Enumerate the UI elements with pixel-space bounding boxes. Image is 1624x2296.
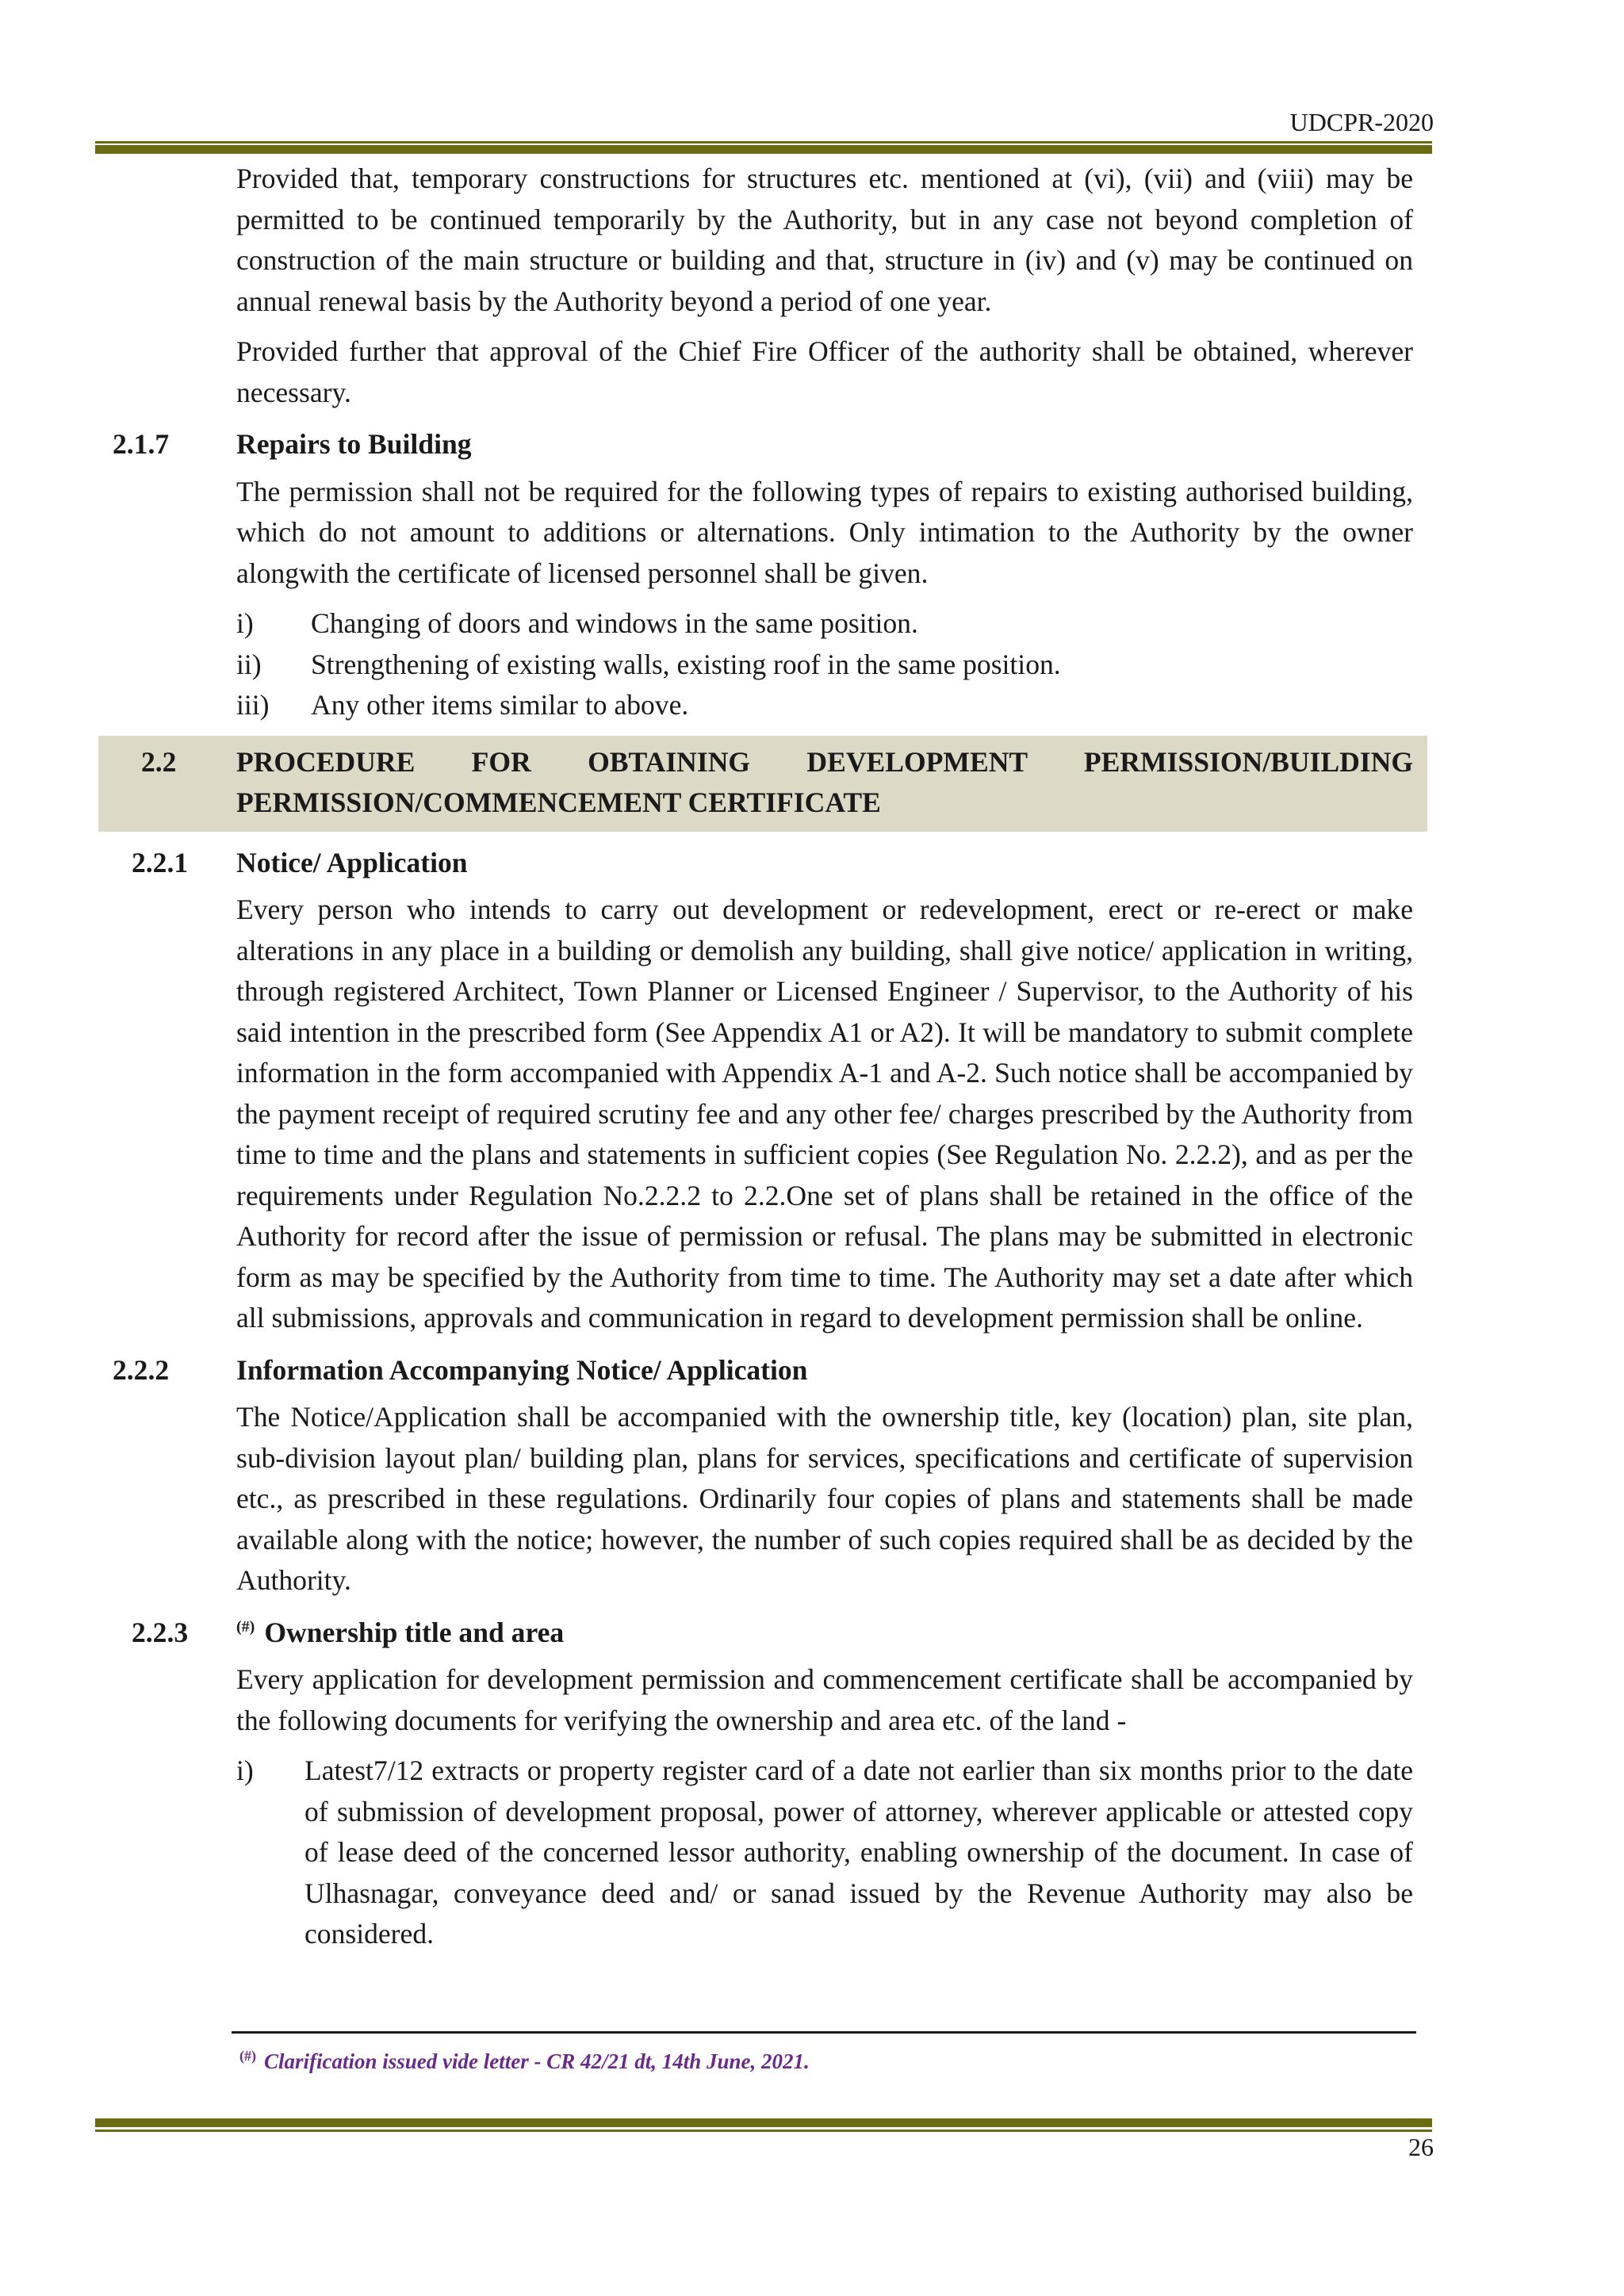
section-number: 2.2.2 (113, 1353, 170, 1386)
intro-paragraph: Provided that, temporary constructions for structures etc. mentioned at (vi), (vii) and (viii) may be permitted to be continued temporarily by the Authority, but in any case not beyond completion of construction of the main structure or building and that, structure in (iv) and (v) may be continued on annual renewal basis by the Authority beyond a period of one year. (236, 163, 1413, 317)
footer-rule-thin (95, 2130, 1432, 2132)
footer-rule-thick (95, 2118, 1432, 2127)
section-body: The Notice/Application shall be accompanied with the ownership title, key (location) plan, site plan, sub-division layout plan/ building plan, plans for services, specifications and certificate of supervision etc., as prescribed in these regulations. Ordinarily four copies of plans and statements shall be made available along with the notice; however, the number of such copies required shall be as decided by the Authority. (236, 1401, 1413, 1596)
list-text: Any other items similar to above. (311, 689, 689, 721)
list-item (236, 685, 1413, 726)
list-text: Strengthening of existing walls, existing roof in the same position. (311, 648, 1061, 680)
section-body: The permission shall not be required for the following types of repairs to existing authorised building, which do not amount to additions or alternations. Only intimation to the Authority by the owner alongwith the certificate of licensed personnel shall be given. (236, 475, 1413, 589)
section-body: Every person who intends to carry out development or redevelopment, erect or re-erect or make alterations in any place in a building or demolish any building, shall give notice/ application in writing, through registered Architect, Town Planner or Licensed Engineer / Supervisor, to the Authority of his said intention in the prescribed form (See Appendix A1 or A2). It will be mandatory to submit complete information in the form accompanied with Appendix A-1 and A-2. Such notice shall be accompanied by the payment receipt of required scrutiny fee and any other fee/ charges prescribed by the Authority from time to time and the plans and statements in sufficient copies (See Regulation No. 2.2.2), and as per the requirements under Regulation No.2.2.2 to 2.2.One set of plans shall be retained in the office of the Authority for record after the issue of permission or refusal. The plans may be submitted in electronic form as may be specified by the Authority from time to time. The Authority may set a date after which all submissions, approvals and communication in regard to development permission shall be online. (236, 894, 1413, 1334)
list-marker: i) (236, 607, 254, 639)
header-rule-thick (95, 145, 1432, 154)
list-item (236, 603, 1413, 645)
section-title: Information Accompanying Notice/ Application (236, 1353, 808, 1386)
section-title: Notice/ Application (236, 846, 468, 878)
list-text: Changing of doors and windows in the same position. (311, 607, 918, 639)
chapter-heading-band (98, 736, 1427, 832)
section-title-line1: PROCEDURE FOR OBTAINING DEVELOPMENT PERMISSION/BUILDING (236, 745, 1413, 778)
ownership-documents-list (236, 1751, 1413, 1955)
section-body: Every application for development permission and commencement certificate shall be accompanied by the following documents for verifying the ownership and area etc. of the land - (236, 1663, 1413, 1736)
document-id: UDCPR-2020 (1289, 108, 1434, 136)
section-number: 2.1.7 (113, 428, 170, 460)
header-rule-thin (95, 141, 1432, 144)
list-marker: iii) (236, 689, 270, 721)
section-heading-2-2-1 (95, 843, 1443, 884)
section-number: 2.2 (141, 745, 177, 778)
footnote-reference-mark: (#) (236, 1617, 255, 1636)
footnote-text: Clarification issued vide letter - CR 42/21 dt, 14th June, 2021. (264, 2049, 810, 2073)
intro-paragraph: Provided further that approval of the Chief Fire Officer of the authority shall be obtained, wherever necessary. (236, 335, 1413, 408)
section-title: Repairs to Building (236, 428, 472, 460)
section-title-wrap (236, 1613, 1443, 1654)
repairs-list (236, 603, 1413, 726)
list-text: Latest7/12 extracts or property register card of a date not earlier than six months prior to the date of submission of development proposal, power of attorney, wherever applicable or attested copy of lease deed of the concerned lessor authority, enabling ownership of the document. In case of Ulhasnagar, conveyance deed and/ or sanad issued by the Revenue Authority may also be considered. (304, 1755, 1413, 1950)
section-heading-2-2-3 (95, 1613, 1443, 1654)
page-number: 26 (1408, 2133, 1434, 2161)
footnote-mark: (#) (239, 2048, 256, 2064)
section-title-line2: PERMISSION/COMMENCEMENT CERTIFICATE (236, 786, 881, 818)
list-item (236, 645, 1413, 686)
page-content (95, 159, 1443, 1955)
section-number: 2.2.3 (132, 1616, 189, 1648)
footnote (239, 2047, 810, 2076)
section-number: 2.2.1 (132, 846, 189, 878)
list-marker: i) (236, 1755, 254, 1786)
section-heading-2-2-2 (95, 1350, 1443, 1391)
section-title: Ownership title and area (264, 1616, 565, 1648)
section-heading-2-1-7 (95, 424, 1443, 465)
footnote-rule (232, 2031, 1416, 2034)
list-item (236, 1751, 1413, 1955)
list-marker: ii) (236, 648, 262, 680)
